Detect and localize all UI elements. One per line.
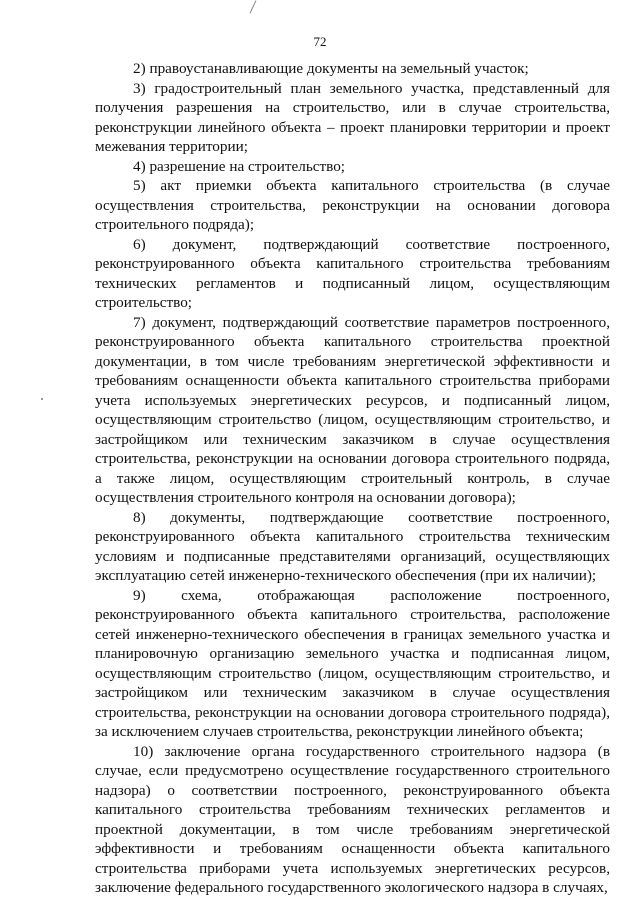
paragraph-item-10: 10) заключение органа государственного строительного надзора (в случае, если предусмотрено осуществление государственного строительного надзора) о соответствии построенного, реконструированного объекта капитального строительства требованиям технических регламентов и проектной документации, в том числе требованиям энергетической эффективности и требованиям оснащенности объекта капитального строительства приборами учета используемых энергетических ресурсов, заключение федерального государственного экологического надзора в случаях, <box>95 742 610 896</box>
paragraph-item-4: 4) разрешение на строительство; <box>133 157 346 175</box>
paragraph-item-7: 7) документ, подтверждающий соответствие параметров построенного, реконструированного объекта капитального строительства проектной документации, в том числе требованиям энергетической эффективности и требованиям оснащенности объекта капитального строительства приборами учета используемых энергетических ресурсов, и подписанный лицом, осуществляющим строительство (лицом, осуществляющим строительство, и застройщиком или техническим заказчиком в случае осуществления строительства, реконструкции на основании договора строительного подряда, а также лицом, осуществляющим строительный контроль, в случае осуществления строительного контроля на основании договора); <box>95 313 610 506</box>
paragraph-item-2: 2) правоустанавливающие документы на земельный участок; <box>133 60 529 77</box>
paragraph-item-8: 8) документы, подтверждающие соответствие построенного, реконструированного объекта капитального строительства техническим условиям и подписанные представителями организаций, осуществляющих эксплуатацию сетей инженерно-технического обеспечения (при их наличии); <box>95 508 610 584</box>
scan-dust-dot <box>41 398 43 400</box>
paragraph-item-5: 5) акт приемки объекта капитального строительства (в случае осуществления строительства, реконструкции на основании договора строительного подряда); <box>95 177 610 233</box>
scan-artifact-mark <box>250 0 266 17</box>
paragraph-item-3: 3) градостроительный план земельного участка, представленный для получения разрешения на строительство, или в случае строительства, реконструкции линейного объекта – проект планировки территории и проект межевания территории; <box>95 79 610 155</box>
paragraph-item-9: 9) схема, отображающая расположение построенного, реконструированного объекта капитального строительства, расположение сетей инженерно-технического обеспечения в границах земельного участка и планировочную организацию земельного участка и подписанная лицом, осуществляющим строительство (лицом, осуществляющим строительство, и застройщиком или техническим заказчиком в случае осуществления строительства, реконструкции на основании договора строительного подряда), за исключением случаев строительства, реконструкции линейного объекта; <box>95 586 610 740</box>
page-number: 72 <box>313 34 327 49</box>
document-body <box>95 59 610 898</box>
paragraph-item-6: 6) документ, подтверждающий соответствие построенного, реконструированного объекта капитального строительства требованиям технических регламентов и подписанный лицом, осуществляющим строительство; <box>95 235 610 311</box>
